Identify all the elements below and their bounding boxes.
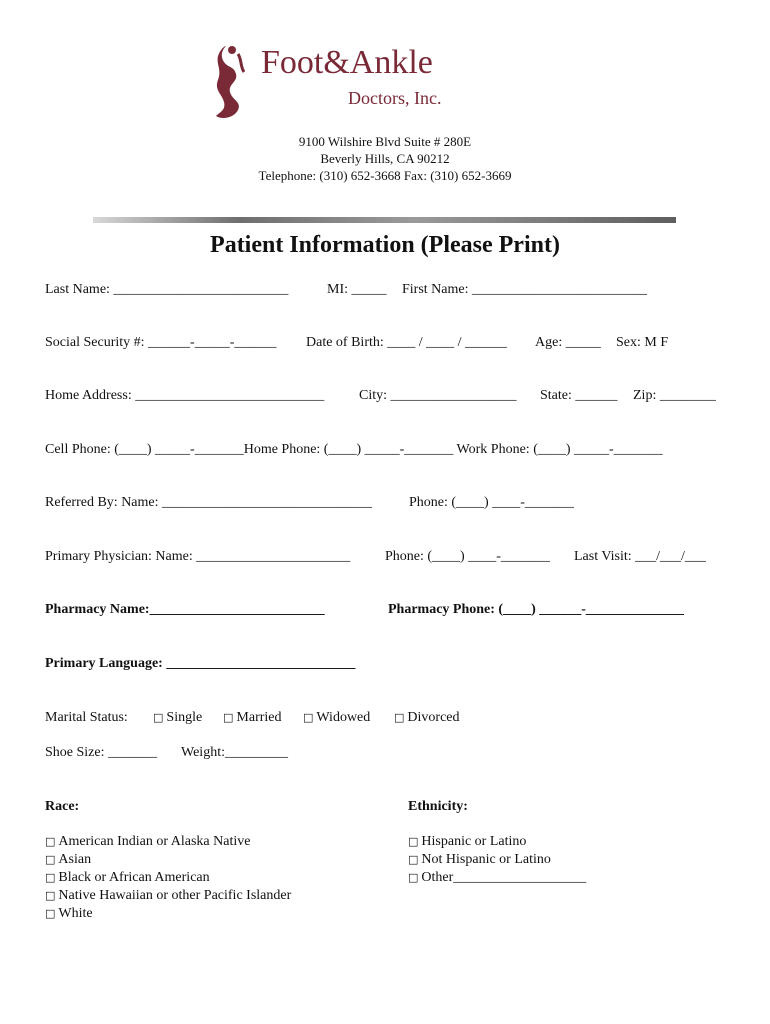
checkbox-icon[interactable]: □ bbox=[45, 871, 56, 884]
logo-name: Foot&Ankle bbox=[261, 44, 433, 81]
ethnicity-options bbox=[408, 834, 586, 888]
last-name-field[interactable]: Last Name: _________________________ bbox=[45, 282, 289, 297]
checkbox-icon[interactable]: □ bbox=[223, 711, 234, 724]
weight-field[interactable]: Weight:_________ bbox=[181, 745, 288, 760]
checkbox-icon[interactable]: □ bbox=[408, 835, 419, 848]
header-divider bbox=[93, 217, 676, 223]
checkbox-icon[interactable]: □ bbox=[394, 711, 405, 724]
checkbox-icon[interactable]: □ bbox=[45, 853, 56, 866]
marital-single-option[interactable]: □ Single bbox=[153, 710, 203, 725]
checkbox-icon[interactable]: □ bbox=[408, 853, 419, 866]
shoe-size-field[interactable]: Shoe Size: _______ bbox=[45, 745, 157, 760]
referred-phone-field[interactable]: Phone: (____) ____-_______ bbox=[409, 495, 574, 510]
primary-physician-field[interactable]: Primary Physician: Name: ______________________ bbox=[45, 549, 351, 564]
checkbox-icon[interactable]: □ bbox=[303, 711, 314, 724]
first-name-field[interactable]: First Name: _________________________ bbox=[402, 282, 647, 297]
logo-subtitle: Doctors, Inc. bbox=[348, 88, 442, 108]
foot-logo-icon bbox=[208, 44, 254, 124]
race-option[interactable]: □ Asian bbox=[45, 852, 92, 867]
race-options bbox=[45, 834, 291, 924]
checkbox-icon[interactable]: □ bbox=[45, 889, 56, 902]
referred-by-field[interactable]: Referred By: Name: ______________________________ bbox=[45, 495, 373, 510]
checkbox-icon[interactable]: □ bbox=[45, 907, 56, 920]
race-option[interactable]: □ Native Hawaiian or other Pacific Islander bbox=[45, 888, 292, 903]
home-address-field[interactable]: Home Address: ___________________________ bbox=[45, 388, 325, 403]
physician-phone-field[interactable]: Phone: (____) ____-_______ bbox=[385, 549, 550, 564]
ethnicity-heading: Ethnicity: bbox=[408, 799, 468, 814]
race-option[interactable]: □ White bbox=[45, 906, 93, 921]
marital-divorced-option[interactable]: □ Divorced bbox=[394, 710, 460, 725]
clinic-logo bbox=[208, 44, 468, 124]
checkbox-icon[interactable]: □ bbox=[45, 835, 56, 848]
state-field[interactable]: State: ______ bbox=[540, 388, 618, 403]
middle-initial-field[interactable]: MI: _____ bbox=[327, 282, 387, 297]
form-title: Patient Information (Please Print) bbox=[210, 232, 560, 258]
address-telephone: Telephone: (310) 652-3668 Fax: (310) 652-3669 bbox=[258, 168, 512, 183]
last-visit-field[interactable]: Last Visit: ___/___/___ bbox=[574, 549, 706, 564]
sex-field[interactable]: Sex: M F bbox=[616, 335, 669, 350]
checkbox-icon[interactable]: □ bbox=[153, 711, 164, 724]
marital-status-label: Marital Status: bbox=[45, 710, 128, 725]
dob-field[interactable]: Date of Birth: ____ / ____ / ______ bbox=[306, 335, 508, 350]
ethnicity-option[interactable]: □ Not Hispanic or Latino bbox=[408, 852, 551, 867]
city-field[interactable]: City: __________________ bbox=[359, 388, 517, 403]
marital-married-option[interactable]: □ Married bbox=[223, 710, 282, 725]
pharmacy-name-field[interactable]: Pharmacy Name:_________________________ bbox=[45, 602, 325, 617]
address-line-2: Beverly Hills, CA 90212 bbox=[320, 151, 450, 166]
primary-language-field[interactable]: Primary Language: ___________________________ bbox=[45, 656, 356, 671]
checkbox-icon[interactable]: □ bbox=[408, 871, 419, 884]
phone-numbers-row[interactable]: Cell Phone: (____) _____-_______Home Phone: (____) _____-_______ Work Phone: (____) _____-_______ bbox=[45, 442, 663, 457]
marital-widowed-option[interactable]: □ Widowed bbox=[303, 710, 371, 725]
ethnicity-option[interactable]: □ Other___________________ bbox=[408, 870, 587, 885]
ethnicity-option[interactable]: □ Hispanic or Latino bbox=[408, 834, 527, 849]
age-field[interactable]: Age: _____ bbox=[535, 335, 601, 350]
pharmacy-phone-field[interactable]: Pharmacy Phone: (____) ______-______________ bbox=[388, 602, 684, 617]
race-option[interactable]: □ American Indian or Alaska Native bbox=[45, 834, 251, 849]
zip-field[interactable]: Zip: ________ bbox=[633, 388, 716, 403]
race-heading: Race: bbox=[45, 799, 80, 814]
race-option[interactable]: □ Black or African American bbox=[45, 870, 210, 885]
ssn-field[interactable]: Social Security #: ______-_____-______ bbox=[45, 335, 277, 350]
address-line-1: 9100 Wilshire Blvd Suite # 280E bbox=[298, 134, 472, 149]
